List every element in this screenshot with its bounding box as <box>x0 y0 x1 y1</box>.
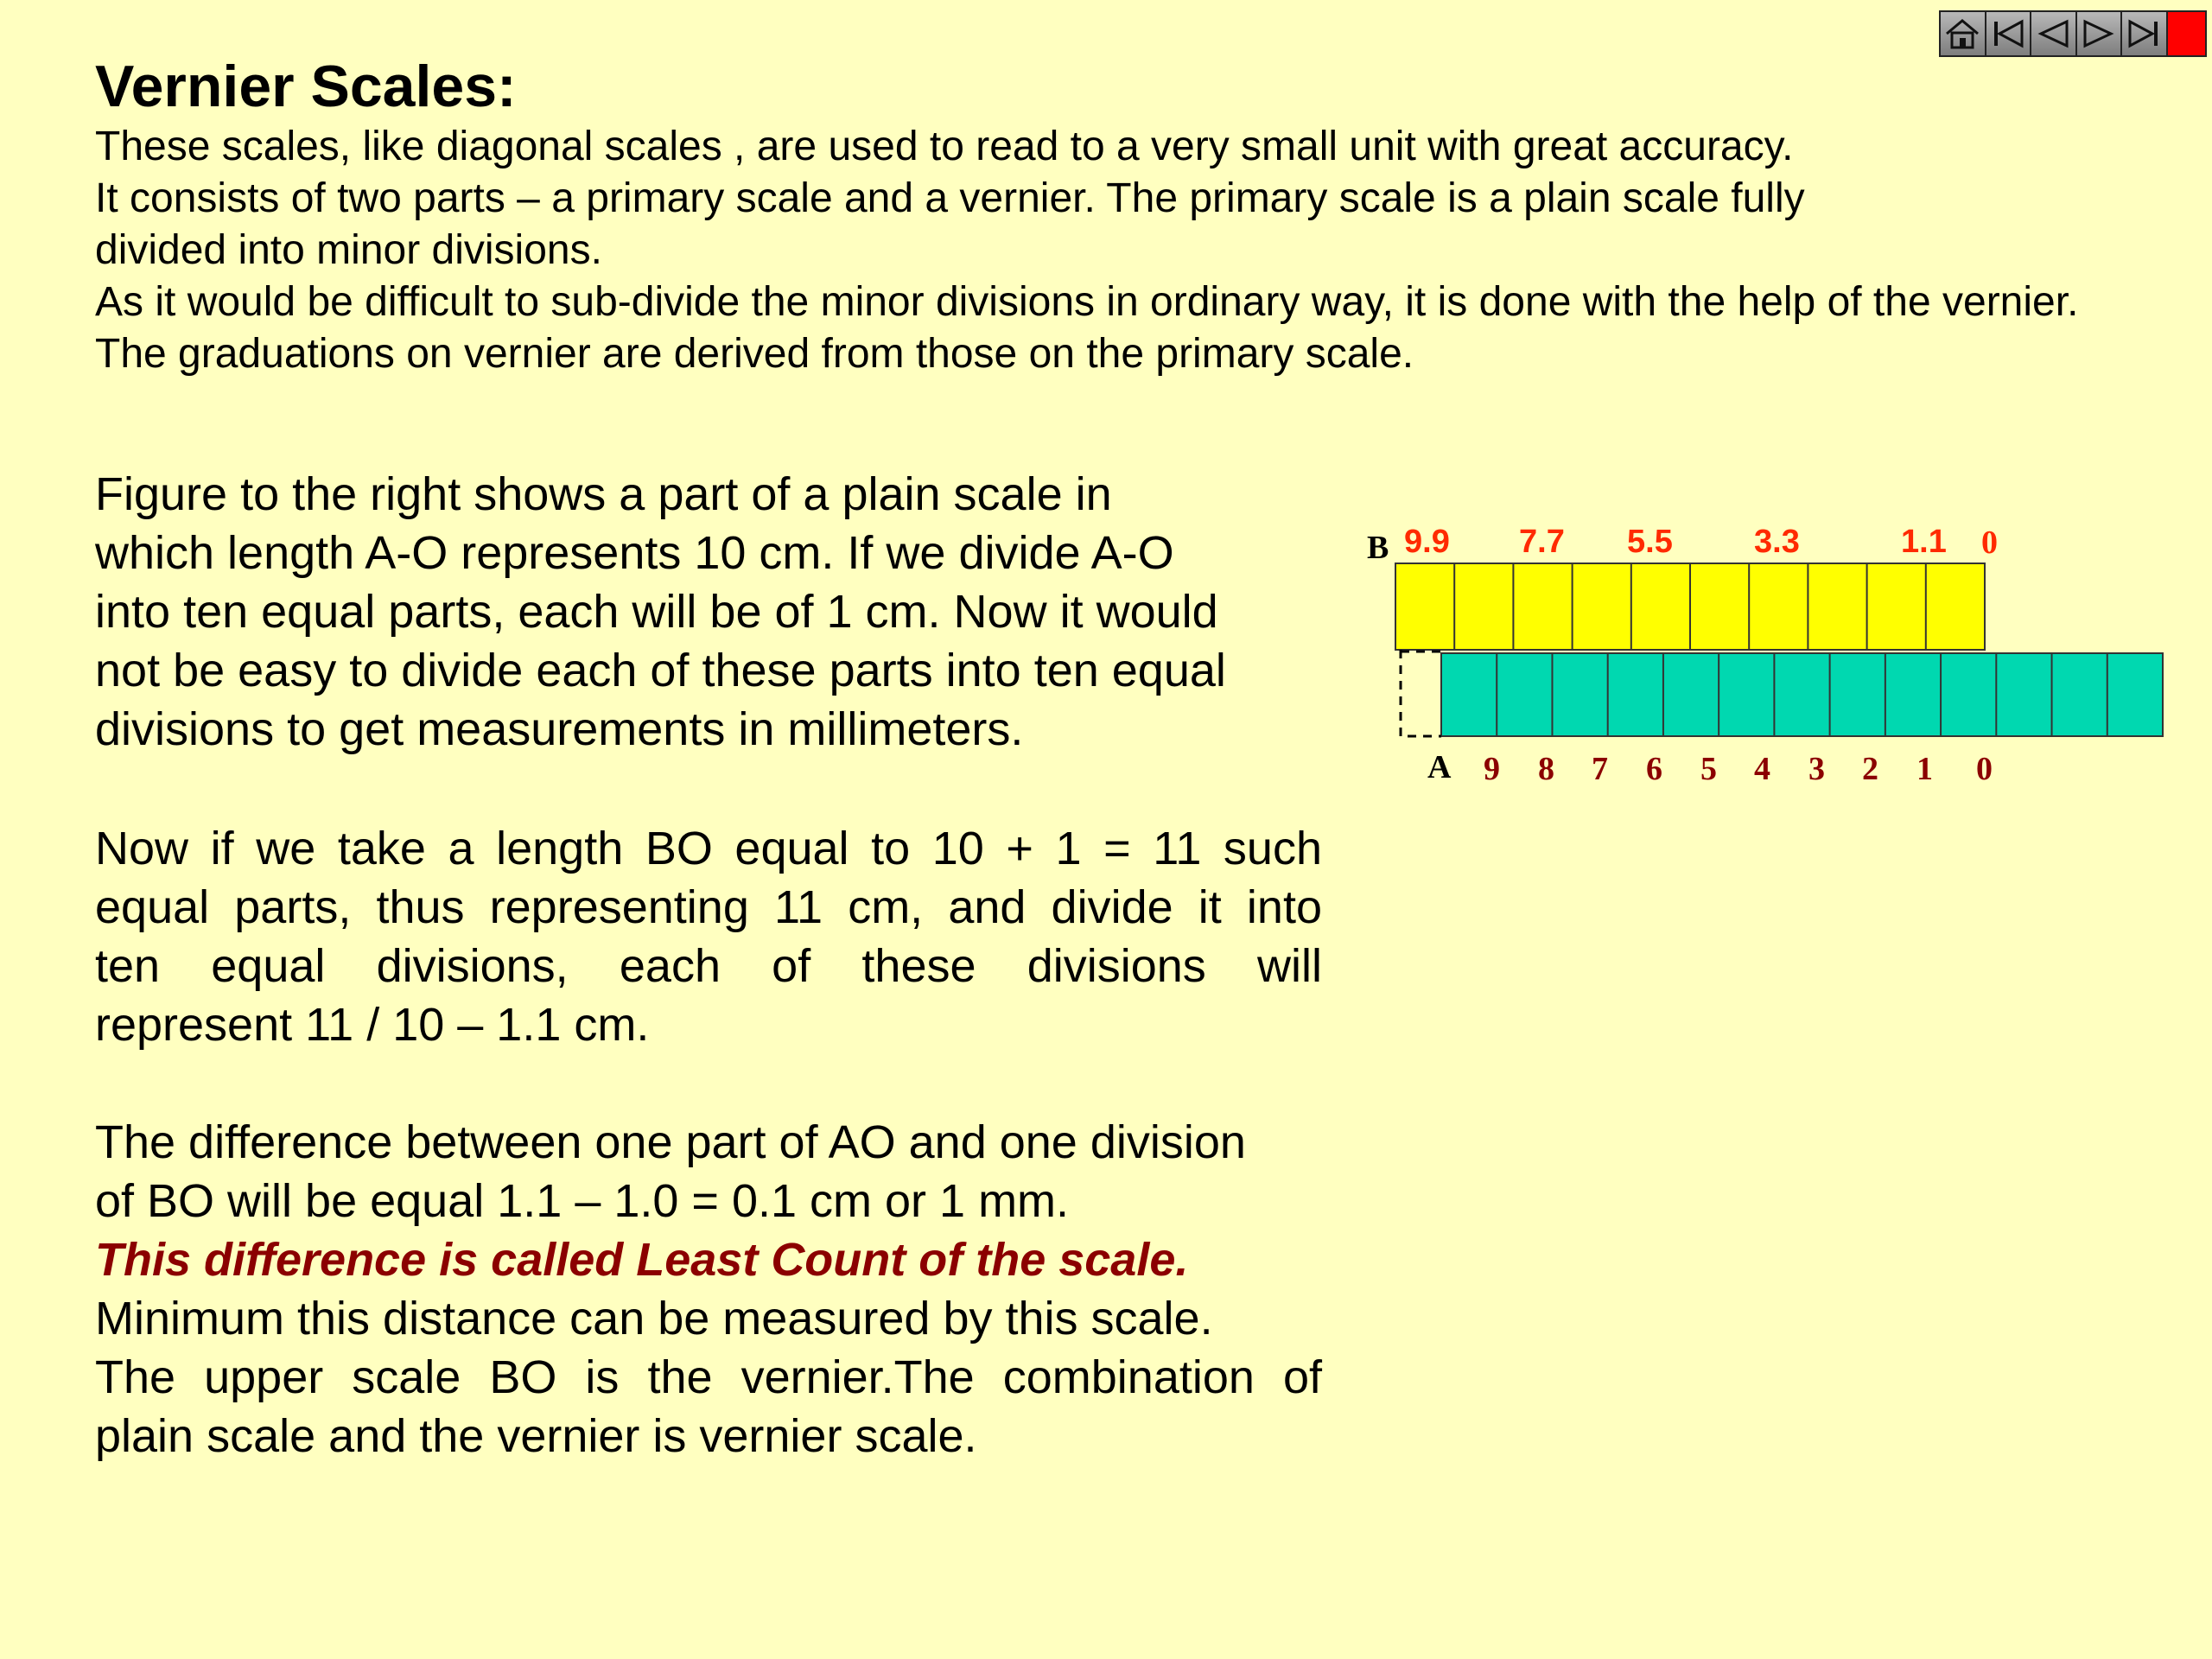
primary-tick-label: 6 <box>1646 751 1662 787</box>
stop-button[interactable] <box>2168 12 2206 55</box>
vernier-tick-label: 3.3 <box>1754 524 1800 560</box>
intro-line: These scales, like diagonal scales , are used to read to a very small unit with great accuracy. <box>95 124 1794 169</box>
dashed-extension <box>1401 650 1441 736</box>
primary-tick-label: 2 <box>1862 751 1878 787</box>
primary-tick-label: 7 <box>1592 751 1608 787</box>
text-line: equal parts, thus representing 11 cm, and divide it into <box>95 881 1322 933</box>
primary-tick-label: 5 <box>1700 751 1717 787</box>
text-line: into ten equal parts, each will be of 1 cm. Now it would <box>95 586 1218 638</box>
previous-slide-button[interactable] <box>2031 12 2077 55</box>
intro-line: It consists of two parts – a primary scale and a vernier. The primary scale is a plain scale fully <box>95 175 1805 221</box>
paragraph-5 <box>95 1348 1322 1465</box>
intro-line: The graduations on vernier are derived from those on the primary scale. <box>95 331 1414 377</box>
vernier-diagram <box>1348 510 2177 804</box>
text-line: Now if we take a length BO equal to 10 + 1 = 11 such <box>95 823 1322 874</box>
next-slide-button[interactable] <box>2077 12 2123 55</box>
vernier-tick-label: 7.7 <box>1519 524 1565 560</box>
vernier-tick-label: 0 <box>1981 524 1998 561</box>
vernier-tick-label: 1.1 <box>1901 524 1947 560</box>
primary-tick-label: 3 <box>1808 751 1825 787</box>
last-slide-button[interactable] <box>2122 12 2168 55</box>
text-line: Figure to the right shows a part of a plain scale in <box>95 468 1112 520</box>
first-slide-button[interactable] <box>1986 12 2032 55</box>
vernier-tick-label: 5.5 <box>1627 524 1673 560</box>
primary-tick-label: 0 <box>1976 751 1993 787</box>
primary-tick-label: 9 <box>1484 751 1500 787</box>
paragraph-2 <box>95 819 1322 1054</box>
text-line: represent 11 / 10 – 1.1 cm. <box>95 999 650 1051</box>
paragraph-3 <box>95 1113 1322 1348</box>
paragraph-1 <box>95 465 1322 759</box>
last-icon <box>2125 16 2163 51</box>
home-icon <box>1943 16 1981 51</box>
text-line: ten equal divisions, each of these divisions will <box>95 940 1322 992</box>
previous-icon <box>2034 16 2072 51</box>
intro-text <box>95 121 2186 380</box>
primary-tick-label: 4 <box>1754 751 1770 787</box>
text-line: The difference between one part of AO and one division <box>95 1116 1246 1168</box>
slide-navigation <box>1939 10 2207 57</box>
text-line: which length A-O represents 10 cm. If we divide A-O <box>95 527 1174 579</box>
primary-tick-label: 1 <box>1916 751 1933 787</box>
first-icon <box>1989 16 2027 51</box>
text-line: divisions to get measurements in millimeters. <box>95 703 1024 755</box>
vernier-tick-label: 9.9 <box>1404 524 1450 560</box>
next-icon <box>2080 16 2118 51</box>
text-line: Minimum this distance can be measured by this scale. <box>95 1293 1213 1344</box>
label-b: B <box>1367 530 1389 566</box>
intro-line: As it would be difficult to sub-divide the minor divisions in ordinary way, it is done with the help of the vernier. <box>95 279 2079 325</box>
text-line: of BO will be equal 1.1 – 1.0 = 0.1 cm or 1 mm. <box>95 1175 1070 1227</box>
primary-scale-bar <box>1441 653 2163 736</box>
primary-tick-label: 8 <box>1538 751 1554 787</box>
least-count-highlight: This difference is called Least Count of the scale. <box>95 1234 1189 1286</box>
label-a: A <box>1427 749 1452 785</box>
home-button[interactable] <box>1941 12 1986 55</box>
text-line: plain scale and the vernier is vernier scale. <box>95 1410 977 1462</box>
intro-line: divided into minor divisions. <box>95 227 602 273</box>
page-title: Vernier Scales: <box>95 54 517 119</box>
text-line: not be easy to divide each of these parts into ten equal <box>95 645 1226 696</box>
text-line: The upper scale BO is the vernier.The combination of <box>95 1351 1322 1403</box>
